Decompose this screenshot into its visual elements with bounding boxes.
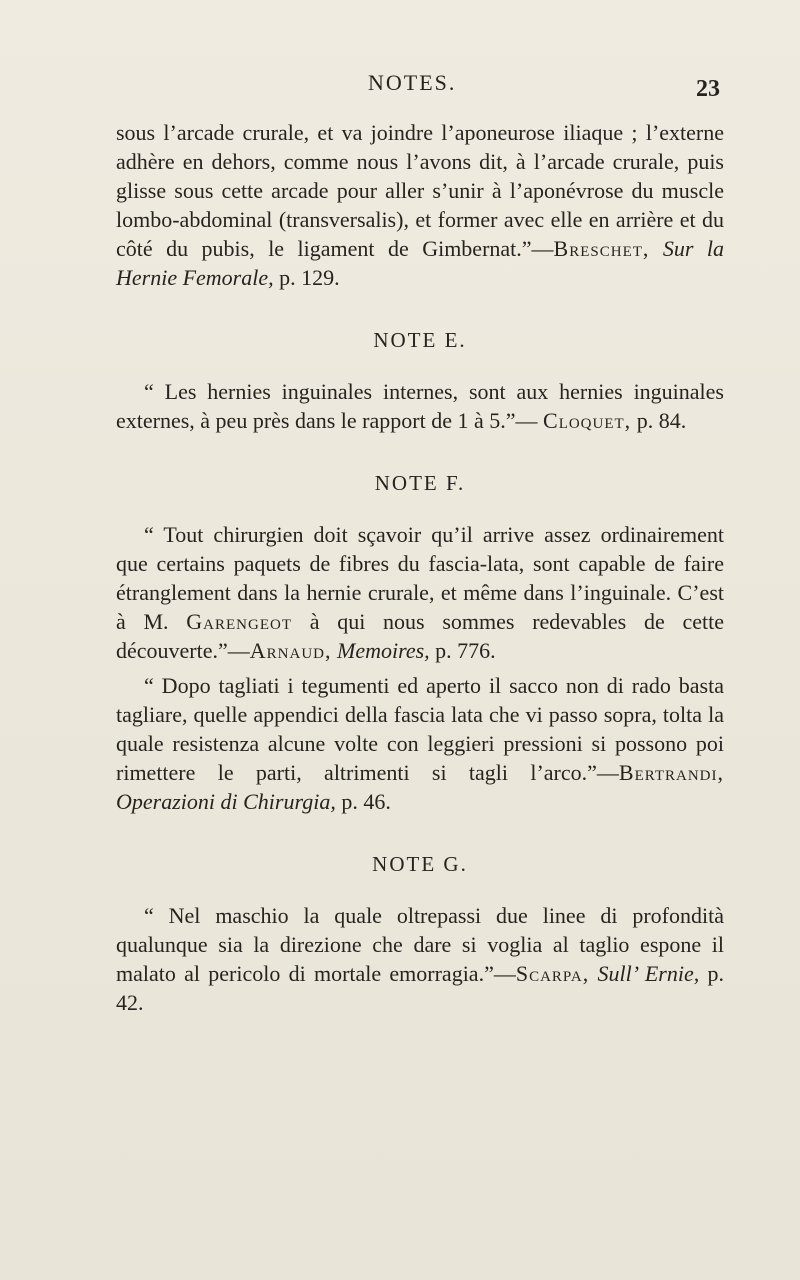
note-f-p1-name: Garengeot [186,609,292,634]
note-f-p2-author: Bertrandi, [618,760,724,785]
note-g-title: Sull’ Ernie, [597,961,700,986]
note-g-heading: NOTE G. [372,852,468,876]
note-f-paragraph-2 [116,671,724,816]
note-f-heading: NOTE F. [374,471,466,495]
note-g-paragraph [116,901,724,1017]
note-e-page: p. 84. [631,408,687,433]
intro-paragraph [116,118,724,292]
page-header [0,70,800,110]
note-e-author: Cloquet, [543,408,632,433]
note-e-paragraph [116,377,724,435]
page-number: 23 [696,76,720,102]
note-f-p2-text: “ Dopo tagliati i tegumenti ed aperto il sacco non di rado basta tagliare, quelle appendici della fascia lata che vi passo sopra, tolta la quale resistenza alcune volte con leggieri pressioni si possono poi rimettere le parti, altrimenti si tagli l’arco.”— [116,673,724,785]
intro-title: Sur la Hernie Femorale, [116,236,725,290]
note-f-p1-author: Arnaud, [249,638,332,663]
note-e-heading: NOTE E. [373,328,467,352]
note-f-p1-page: p. 776. [429,638,496,663]
intro-page: p. 129. [273,265,340,290]
note-g-author: Scarpa, [515,961,590,986]
running-title: NOTES. [368,70,457,95]
note-f-p2-title: Operazioni di Chirurgia, [116,789,336,814]
note-f-p1-title: Memoires, [337,638,430,663]
note-f-p2-page: p. 46. [335,789,391,814]
note-f-paragraph-1 [116,520,724,665]
note-g-text: “ Nel maschio la quale oltrepassi due linee di profondità qualunque sia la direzione che dare si voglia al taglio espone il malato al pericolo di mortale emorragia.”— [116,903,724,986]
note-f-p1-text2: à qui nous sommes redevables de cette découverte.”— [116,609,724,663]
intro-text: sous l’arcade crurale, et va joindre l’aponeurose iliaque ; l’externe adhère en dehors, comme nous l’avons dit, à l’arcade crurale, puis glisse sous cette arcade pour aller s’unir à l’aponévrose du muscle lombo-abdominal (transversalis), et former avec elle en arrière et du côté du pubis, le ligament de Gimbernat.”— [116,120,724,261]
note-e-text: “ Les hernies inguinales internes, sont aux hernies inguinales externes, à peu près dans le rapport de 1 à 5.”— [116,379,724,433]
intro-author: Breschet, [553,236,650,261]
note-f-p1-text: “ Tout chirurgien doit sçavoir qu’il arrive assez ordinairement que certains paquets de fibres du fascia-lata, sont capable de faire étranglement dans la hernie crurale, et même dans l’inguinale. C’est à M. [116,522,724,634]
page-body [116,118,724,1017]
note-g-page: p. 42. [116,961,725,1015]
